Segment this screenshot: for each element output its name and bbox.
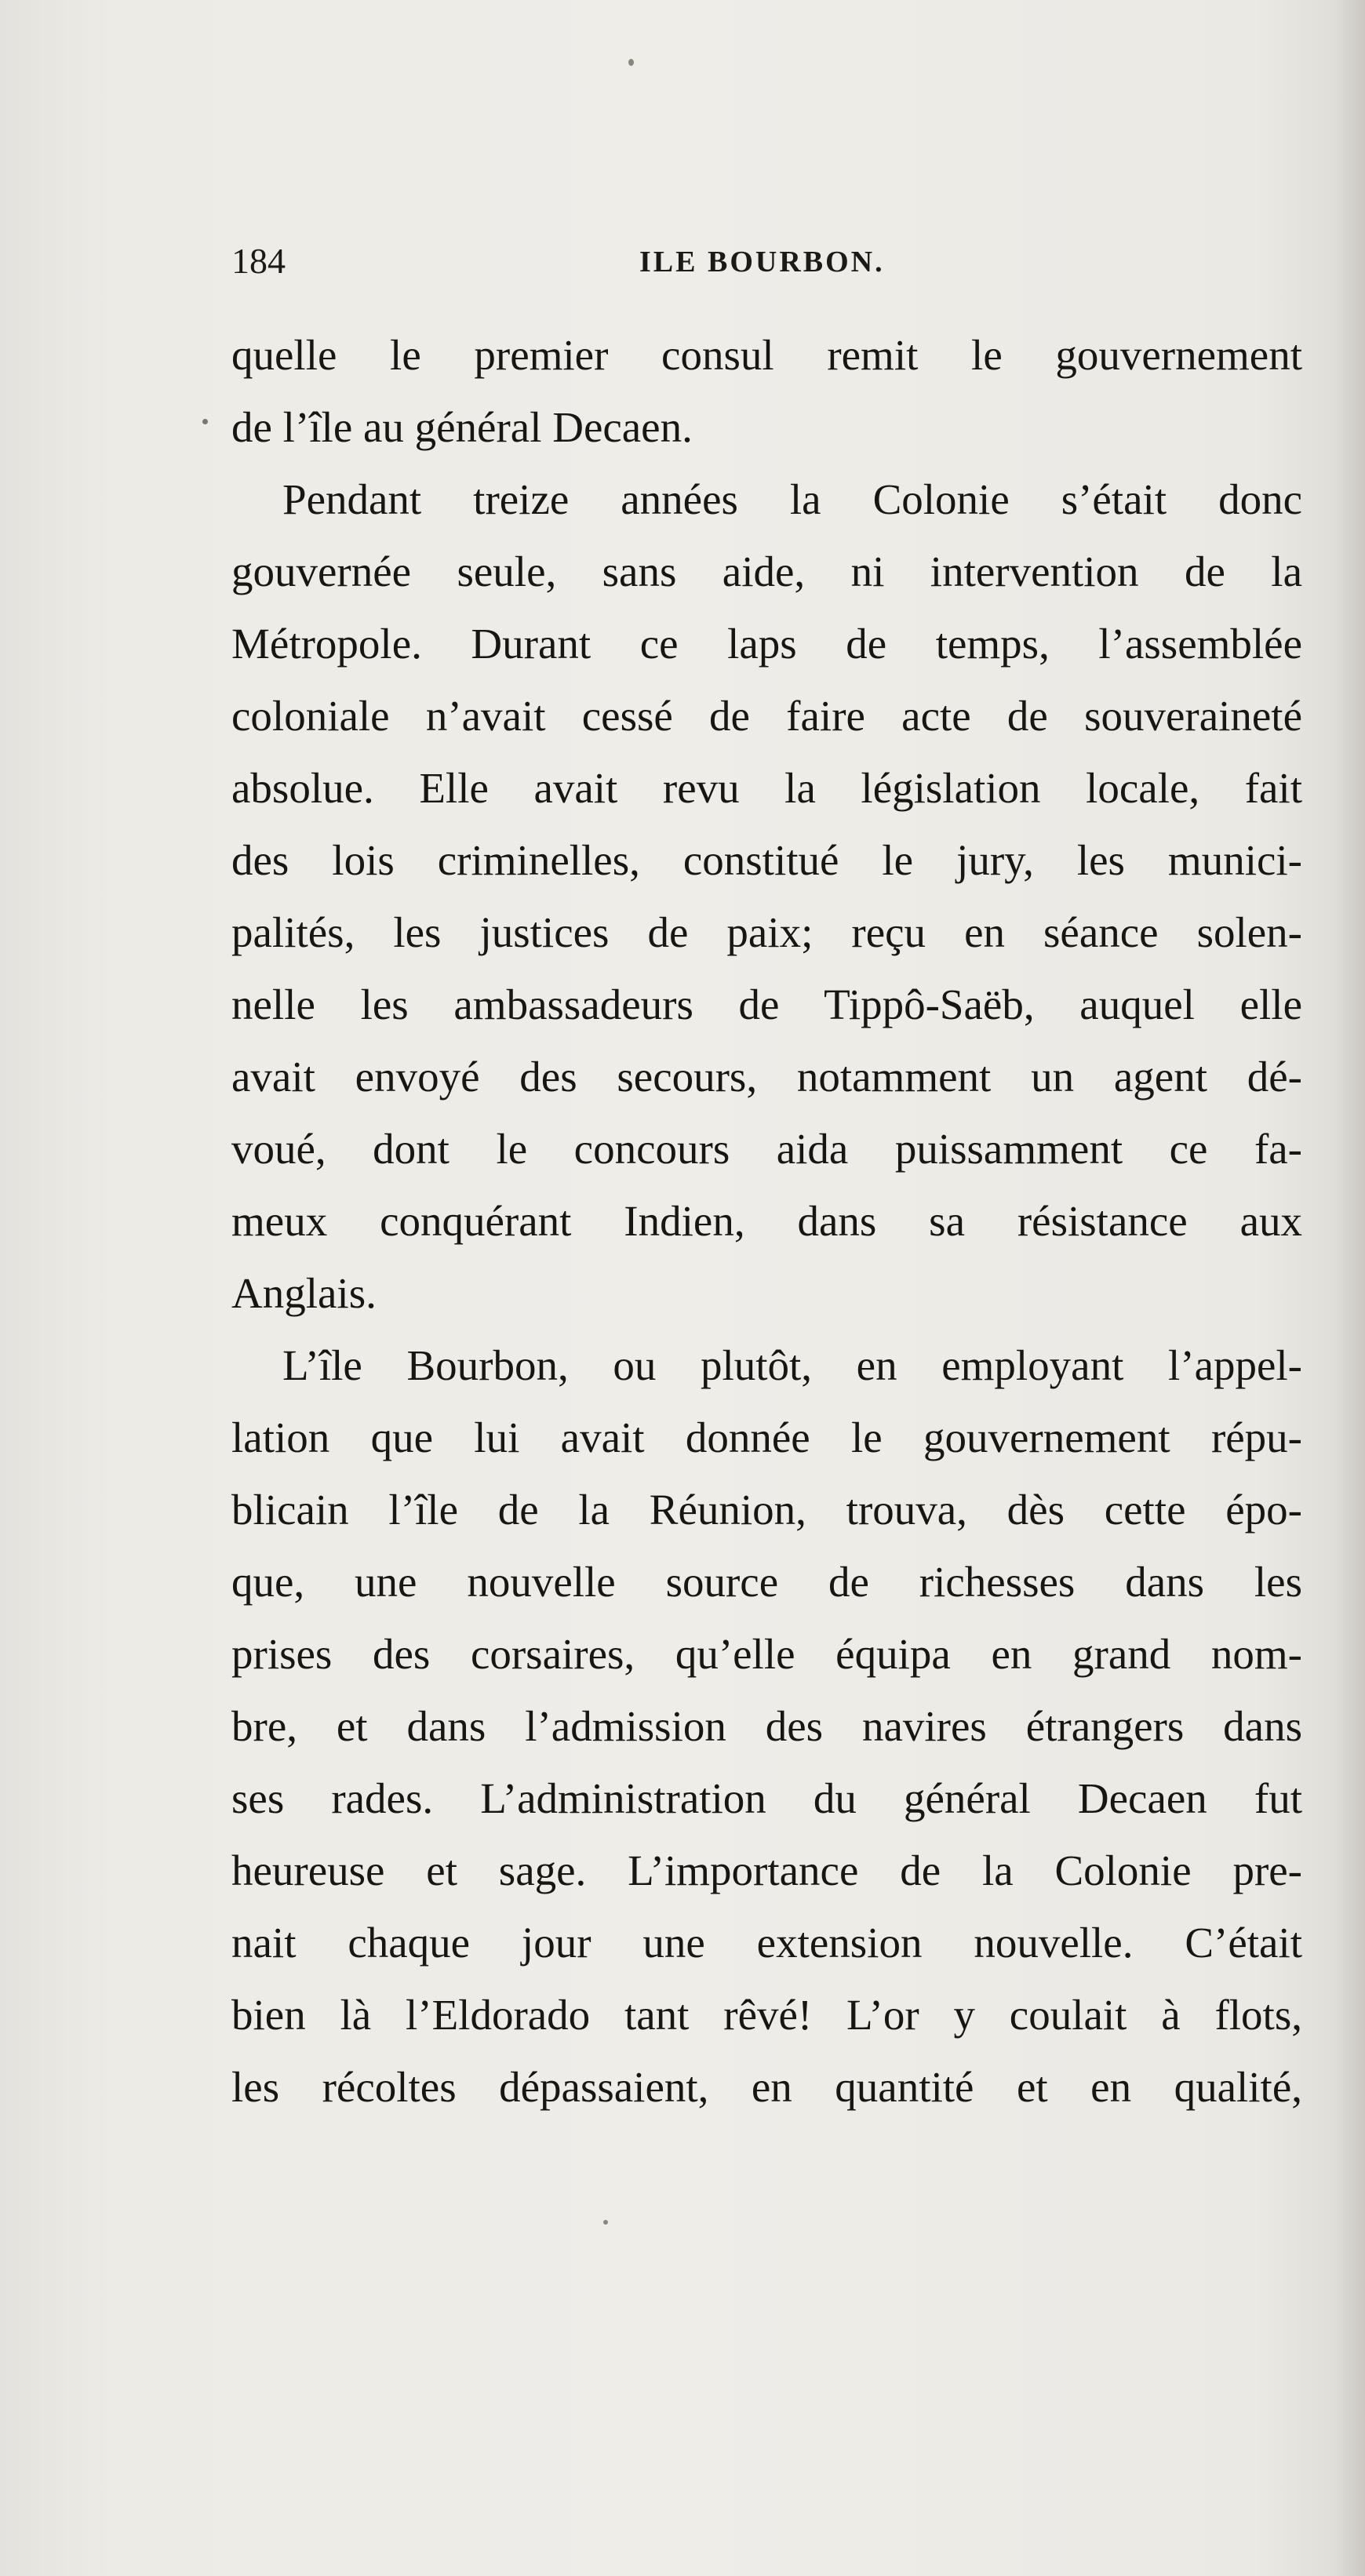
running-title: ILE BOURBON. bbox=[639, 246, 885, 278]
text-line: palités, les justices de paix; reçu en séance solen- bbox=[231, 908, 1302, 956]
text-line: coloniale n’avait cessé de faire acte de souveraineté bbox=[231, 692, 1302, 740]
text-line: lation que lui avait donnée le gouvernement répu- bbox=[231, 1414, 1302, 1461]
text-line: Anglais. bbox=[231, 1269, 377, 1317]
text-line: voué, dont le concours aida puissamment ce fa- bbox=[231, 1125, 1302, 1173]
text-line: prises des corsaires, qu’elle équipa en grand nom- bbox=[231, 1630, 1302, 1678]
text-line: les récoltes dépassaient, en quantité et en qualité, bbox=[231, 2063, 1302, 2111]
page-number: 184 bbox=[231, 241, 286, 281]
running-header bbox=[231, 240, 1298, 287]
text-line: ses rades. L’administration du général Decaen fut bbox=[231, 1774, 1302, 1822]
text-line: Pendant treize années la Colonie s’était donc bbox=[282, 475, 1302, 523]
text-line: bien là l’Eldorado tant rêvé! L’or y coulait à flots, bbox=[231, 1991, 1302, 2039]
body-text bbox=[231, 319, 1302, 2123]
text-line: Métropole. Durant ce laps de temps, l’assemblée bbox=[231, 620, 1302, 668]
text-line: quelle le premier consul remit le gouvernement bbox=[231, 331, 1302, 379]
margin-mark bbox=[202, 419, 208, 424]
text-line: absolue. Elle avait revu la législation locale, fait bbox=[231, 764, 1302, 812]
ink-speck-bottom bbox=[603, 2220, 608, 2225]
text-line: que, une nouvelle source de richesses dans les bbox=[231, 1558, 1302, 1606]
text-line: bre, et dans l’admission des navires étrangers dans bbox=[231, 1702, 1302, 1750]
text-line: avait envoyé des secours, notamment un agent dé- bbox=[231, 1053, 1302, 1101]
text-line: gouvernée seule, sans aide, ni intervention de la bbox=[231, 548, 1302, 595]
page-edge-shadow bbox=[1334, 0, 1365, 2576]
text-line: heureuse et sage. L’importance de la Colonie pre- bbox=[231, 1846, 1302, 1894]
text-line: L’île Bourbon, ou plutôt, en employant l’appel- bbox=[282, 1341, 1302, 1389]
text-line: meux conquérant Indien, dans sa résistance aux bbox=[231, 1197, 1302, 1245]
text-line: des lois criminelles, constitué le jury, les munici- bbox=[231, 836, 1302, 884]
text-line: blicain l’île de la Réunion, trouva, dès cette épo- bbox=[231, 1486, 1302, 1534]
ink-speck-top bbox=[628, 59, 634, 66]
text-line: nelle les ambassadeurs de Tippô-Saëb, auquel elle bbox=[231, 981, 1302, 1028]
text-line: nait chaque jour une extension nouvelle. C’était bbox=[231, 1919, 1302, 1967]
text-line: de l’île au général Decaen. bbox=[231, 403, 693, 451]
